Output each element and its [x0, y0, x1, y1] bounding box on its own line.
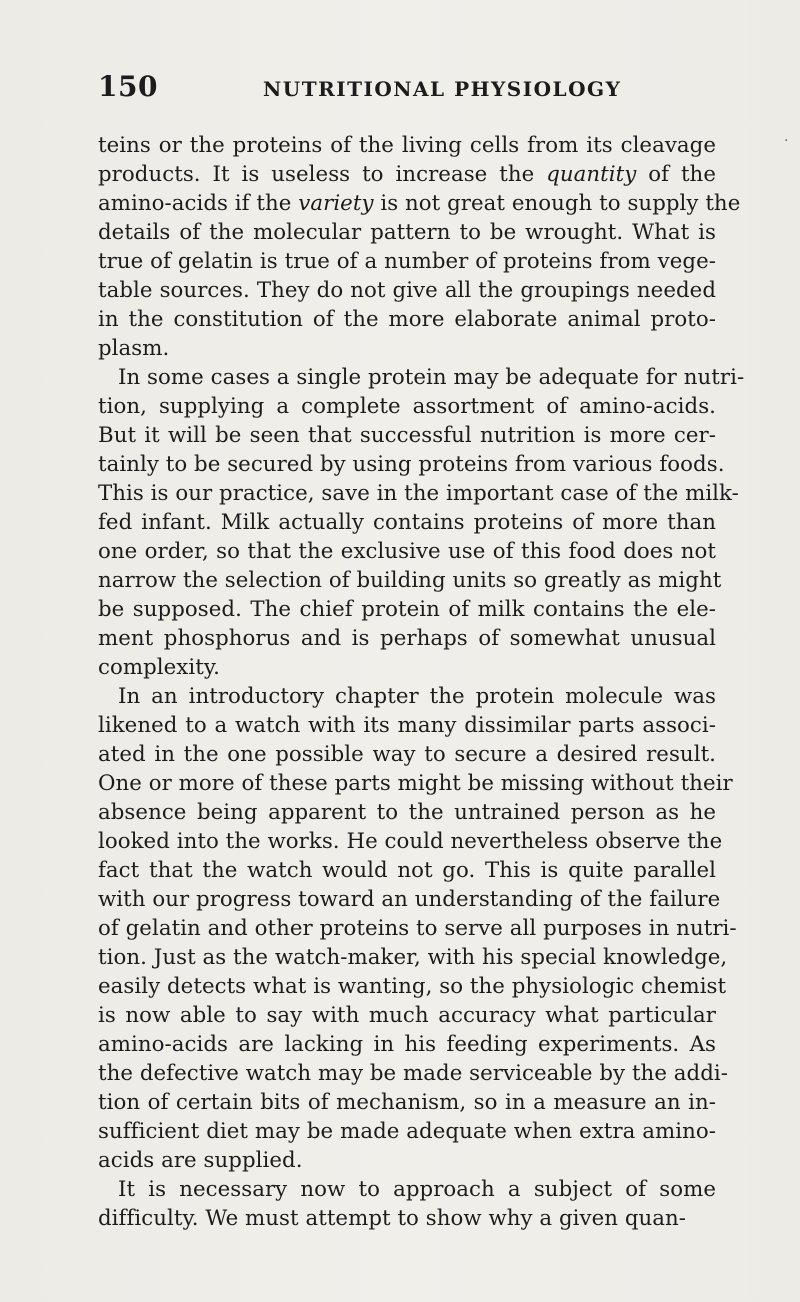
- text-line: complexity.: [98, 655, 220, 680]
- running-title: NUTRITIONAL PHYSIOLOGY: [263, 77, 622, 101]
- text-line: ated in the one possible way to secure a desired result.: [98, 742, 716, 767]
- text-line: fed infant. Milk actually contains proteins of more than: [98, 510, 716, 535]
- text-line: absence being apparent to the untrained person as he: [98, 800, 716, 825]
- text-line: ment phosphorus and is perhaps of somewhat unusual: [98, 626, 716, 651]
- text-line: tion. Just as the watch-maker, with his special knowledge,: [98, 945, 728, 970]
- text-line: amino-acids if the variety is not great enough to supply the: [98, 191, 741, 216]
- text-line: It is necessary now to approach a subject of some: [118, 1177, 716, 1202]
- margin-mark: ·: [784, 133, 789, 149]
- text-line: amino-acids are lacking in his feeding experiments. As: [98, 1032, 716, 1057]
- text-line: in the constitution of the more elaborate animal proto-: [98, 307, 716, 332]
- text-line: the defective watch may be made serviceable by the addi-: [98, 1061, 729, 1086]
- text-line: true of gelatin is true of a number of proteins from vege-: [98, 249, 716, 274]
- body-text: [98, 131, 745, 1233]
- text-line: One or more of these parts might be missing without their: [98, 771, 733, 796]
- text-line: details of the molecular pattern to be wrought. What is: [98, 220, 716, 245]
- text-line: easily detects what is wanting, so the physiologic chemist: [98, 974, 727, 999]
- text-line: In some cases a single protein may be adequate for nutri-: [118, 365, 745, 390]
- paragraph: [98, 1175, 716, 1233]
- text-line: be supposed. The chief protein of milk contains the ele-: [98, 597, 716, 622]
- text-line: tion of certain bits of mechanism, so in a measure an in-: [98, 1090, 716, 1115]
- text-line: products. It is useless to increase the quantity of the: [98, 162, 716, 187]
- text-line: table sources. They do not give all the groupings needed: [98, 278, 716, 303]
- text-line: of gelatin and other proteins to serve all purposes in nutri-: [98, 916, 737, 941]
- text-line: looked into the works. He could nevertheless observe the: [98, 829, 723, 854]
- text-line: with our progress toward an understanding of the failure: [98, 887, 721, 912]
- emphasis: variety: [298, 191, 374, 216]
- text-line: tainly to be secured by using proteins from various foods.: [98, 452, 725, 477]
- text-line: This is our practice, save in the important case of the milk-: [98, 481, 739, 506]
- paragraph: [98, 682, 737, 1175]
- text-line: In an introductory chapter the protein molecule was: [118, 684, 716, 709]
- running-head: [98, 70, 718, 110]
- text-line: sufficient diet may be made adequate when extra amino-: [98, 1119, 716, 1144]
- text-line: likened to a watch with its many dissimilar parts associ-: [98, 713, 716, 738]
- paragraph: [98, 131, 741, 363]
- paragraph: [98, 363, 745, 682]
- text-line: fact that the watch would not go. This is quite parallel: [98, 858, 716, 883]
- text-line: narrow the selection of building units so greatly as might: [98, 568, 722, 593]
- text-line: teins or the proteins of the living cells from its cleavage: [98, 133, 716, 158]
- text-line: difficulty. We must attempt to show why a given quan-: [98, 1206, 687, 1231]
- text-line: But it will be seen that successful nutrition is more cer-: [98, 423, 716, 448]
- page-number: 150: [98, 70, 158, 103]
- text-line: plasm.: [98, 336, 170, 361]
- text-line: acids are supplied.: [98, 1148, 303, 1173]
- text-line: tion, supplying a complete assortment of amino-acids.: [98, 394, 716, 419]
- text-line: is now able to say with much accuracy what particular: [98, 1003, 716, 1028]
- text-line: one order, so that the exclusive use of this food does not: [98, 539, 716, 564]
- emphasis: quantity: [546, 162, 637, 187]
